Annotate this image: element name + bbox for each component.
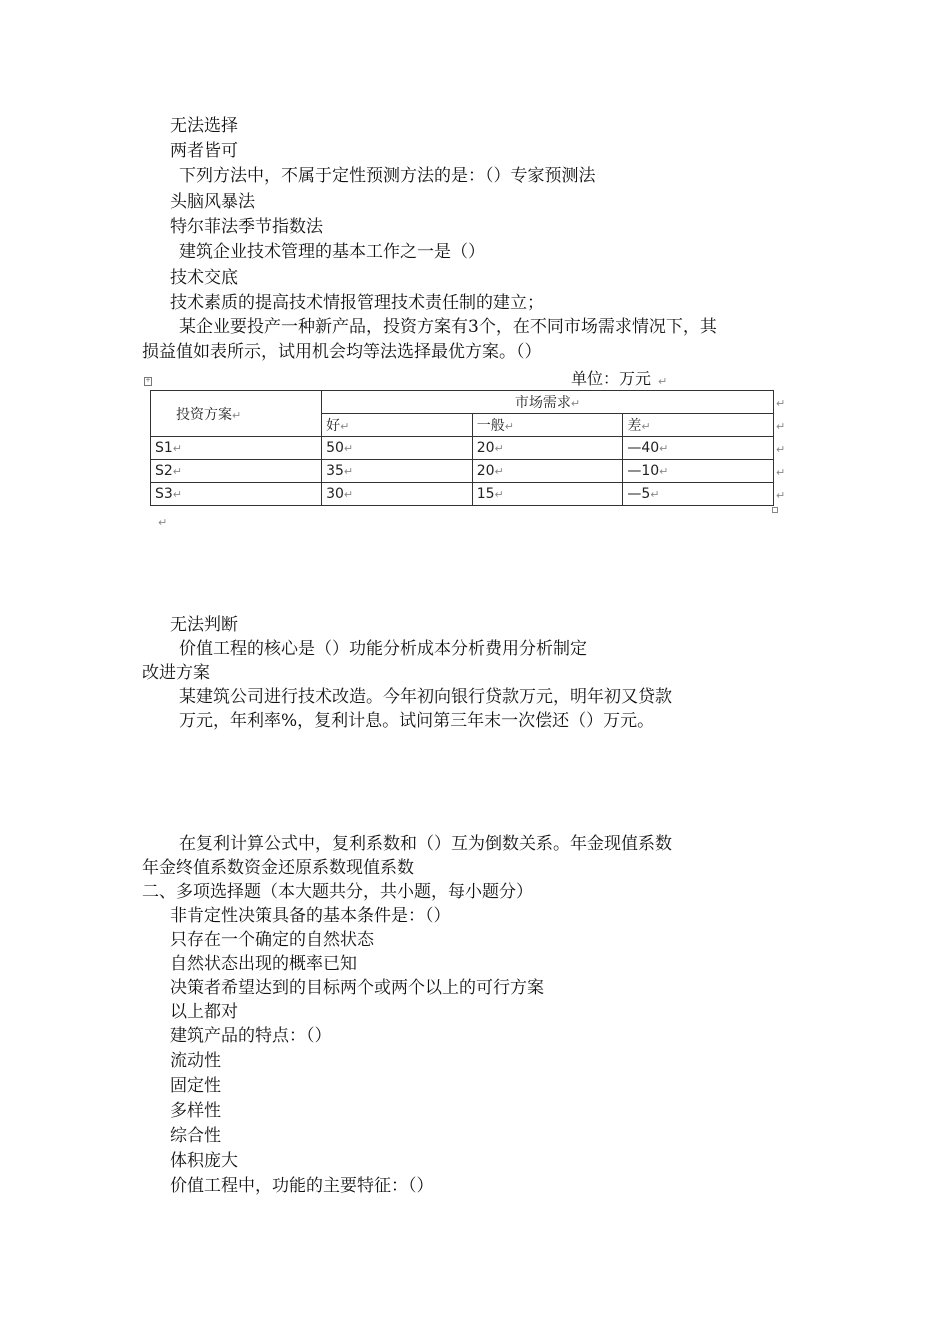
- section-heading: 二、多项选择题（本大题共分，共小题，每小题分）: [142, 882, 533, 902]
- table-unit-label: 单位：万元: [571, 369, 652, 388]
- text-line: 固定性: [170, 1076, 221, 1096]
- row-end-mark-icon: ↵: [776, 466, 786, 479]
- table-header-row: [151, 391, 774, 414]
- table-cell: 35↵: [322, 460, 473, 483]
- table-cell: —40↵: [623, 437, 774, 460]
- text-line: 无法判断: [170, 615, 238, 635]
- text-line: 技术素质的提高技术情报管理技术责任制的建立；: [170, 293, 544, 313]
- table-row: [151, 483, 774, 506]
- row-end-mark-icon: ↵: [776, 397, 786, 410]
- subheader-poor: 差↵: [623, 414, 774, 437]
- subheader-good: 好↵: [322, 414, 473, 437]
- text-line: 以上都对: [170, 1002, 238, 1022]
- text-line: 头脑风暴法: [170, 192, 255, 212]
- row-name: S3↵: [151, 483, 322, 506]
- table-row: [151, 460, 774, 483]
- row-name: S2↵: [151, 460, 322, 483]
- text-line: 某企业要投产一种新产品，投资方案有3个，在不同市场需求情况下，其: [179, 317, 717, 337]
- paragraph-mark-icon: ↵: [658, 375, 668, 388]
- text-line: 决策者希望达到的目标两个或两个以上的可行方案: [170, 978, 544, 998]
- paragraph-mark-icon: ↵: [158, 516, 168, 529]
- subheader-normal: 一般↵: [472, 414, 623, 437]
- text-line: 无法选择: [170, 116, 238, 136]
- text-line: 两者皆可: [170, 141, 238, 161]
- text-line: 下列方法中，不属于定性预测方法的是：（）专家预测法: [179, 166, 596, 186]
- text-line: 在复利计算公式中，复利系数和（）互为倒数关系。年金现值系数: [179, 834, 672, 854]
- table-cell: 50↵: [322, 437, 473, 460]
- row-end-mark-icon: ↵: [776, 443, 786, 456]
- table-cell: 15↵: [472, 483, 623, 506]
- table-cell: —5↵: [623, 483, 774, 506]
- table-cell: —10↵: [623, 460, 774, 483]
- table-cell: 20↵: [472, 437, 623, 460]
- text-line: 综合性: [170, 1126, 221, 1146]
- text-line: 特尔菲法季节指数法: [170, 217, 323, 237]
- header-demand: 市场需求↵: [322, 391, 774, 414]
- text-line: 某建筑公司进行技术改造。今年初向银行贷款万元，明年初又贷款: [179, 687, 672, 707]
- table-cell: 30↵: [322, 483, 473, 506]
- investment-table: [150, 390, 774, 506]
- row-name: S1↵: [151, 437, 322, 460]
- text-line: 自然状态出现的概率已知: [170, 954, 357, 974]
- row-end-mark-icon: ↵: [776, 489, 786, 502]
- text-line: 流动性: [170, 1051, 221, 1071]
- text-line: 建筑企业技术管理的基本工作之一是（）: [179, 242, 485, 262]
- text-line: 价值工程中，功能的主要特征：（）: [170, 1176, 434, 1196]
- header-plan: 投资方案↵: [151, 391, 322, 437]
- text-line: 技术交底: [170, 268, 238, 288]
- text-line: 价值工程的核心是（）功能分析成本分析费用分析制定: [179, 639, 587, 659]
- table-move-handle-icon[interactable]: +: [145, 377, 151, 384]
- text-line: 体积庞大: [170, 1151, 238, 1171]
- table-cell: 20↵: [472, 460, 623, 483]
- text-line: 改进方案: [142, 663, 210, 683]
- text-line: 只存在一个确定的自然状态: [170, 930, 374, 950]
- row-end-mark-icon: ↵: [776, 420, 786, 433]
- table-resize-handle-icon[interactable]: [772, 507, 778, 513]
- text-line: 损益值如表所示，试用机会均等法选择最优方案。（）: [142, 342, 542, 362]
- text-line: 建筑产品的特点：（）: [170, 1026, 332, 1046]
- text-line: 万元，年利率%，复利计息。试问第三年末一次偿还（）万元。: [179, 711, 655, 731]
- text-line: 非肯定性决策具备的基本条件是：（）: [170, 906, 451, 926]
- text-line: 年金终值系数资金还原系数现值系数: [142, 858, 414, 878]
- text-line: 多样性: [170, 1101, 221, 1121]
- table-row: [151, 437, 774, 460]
